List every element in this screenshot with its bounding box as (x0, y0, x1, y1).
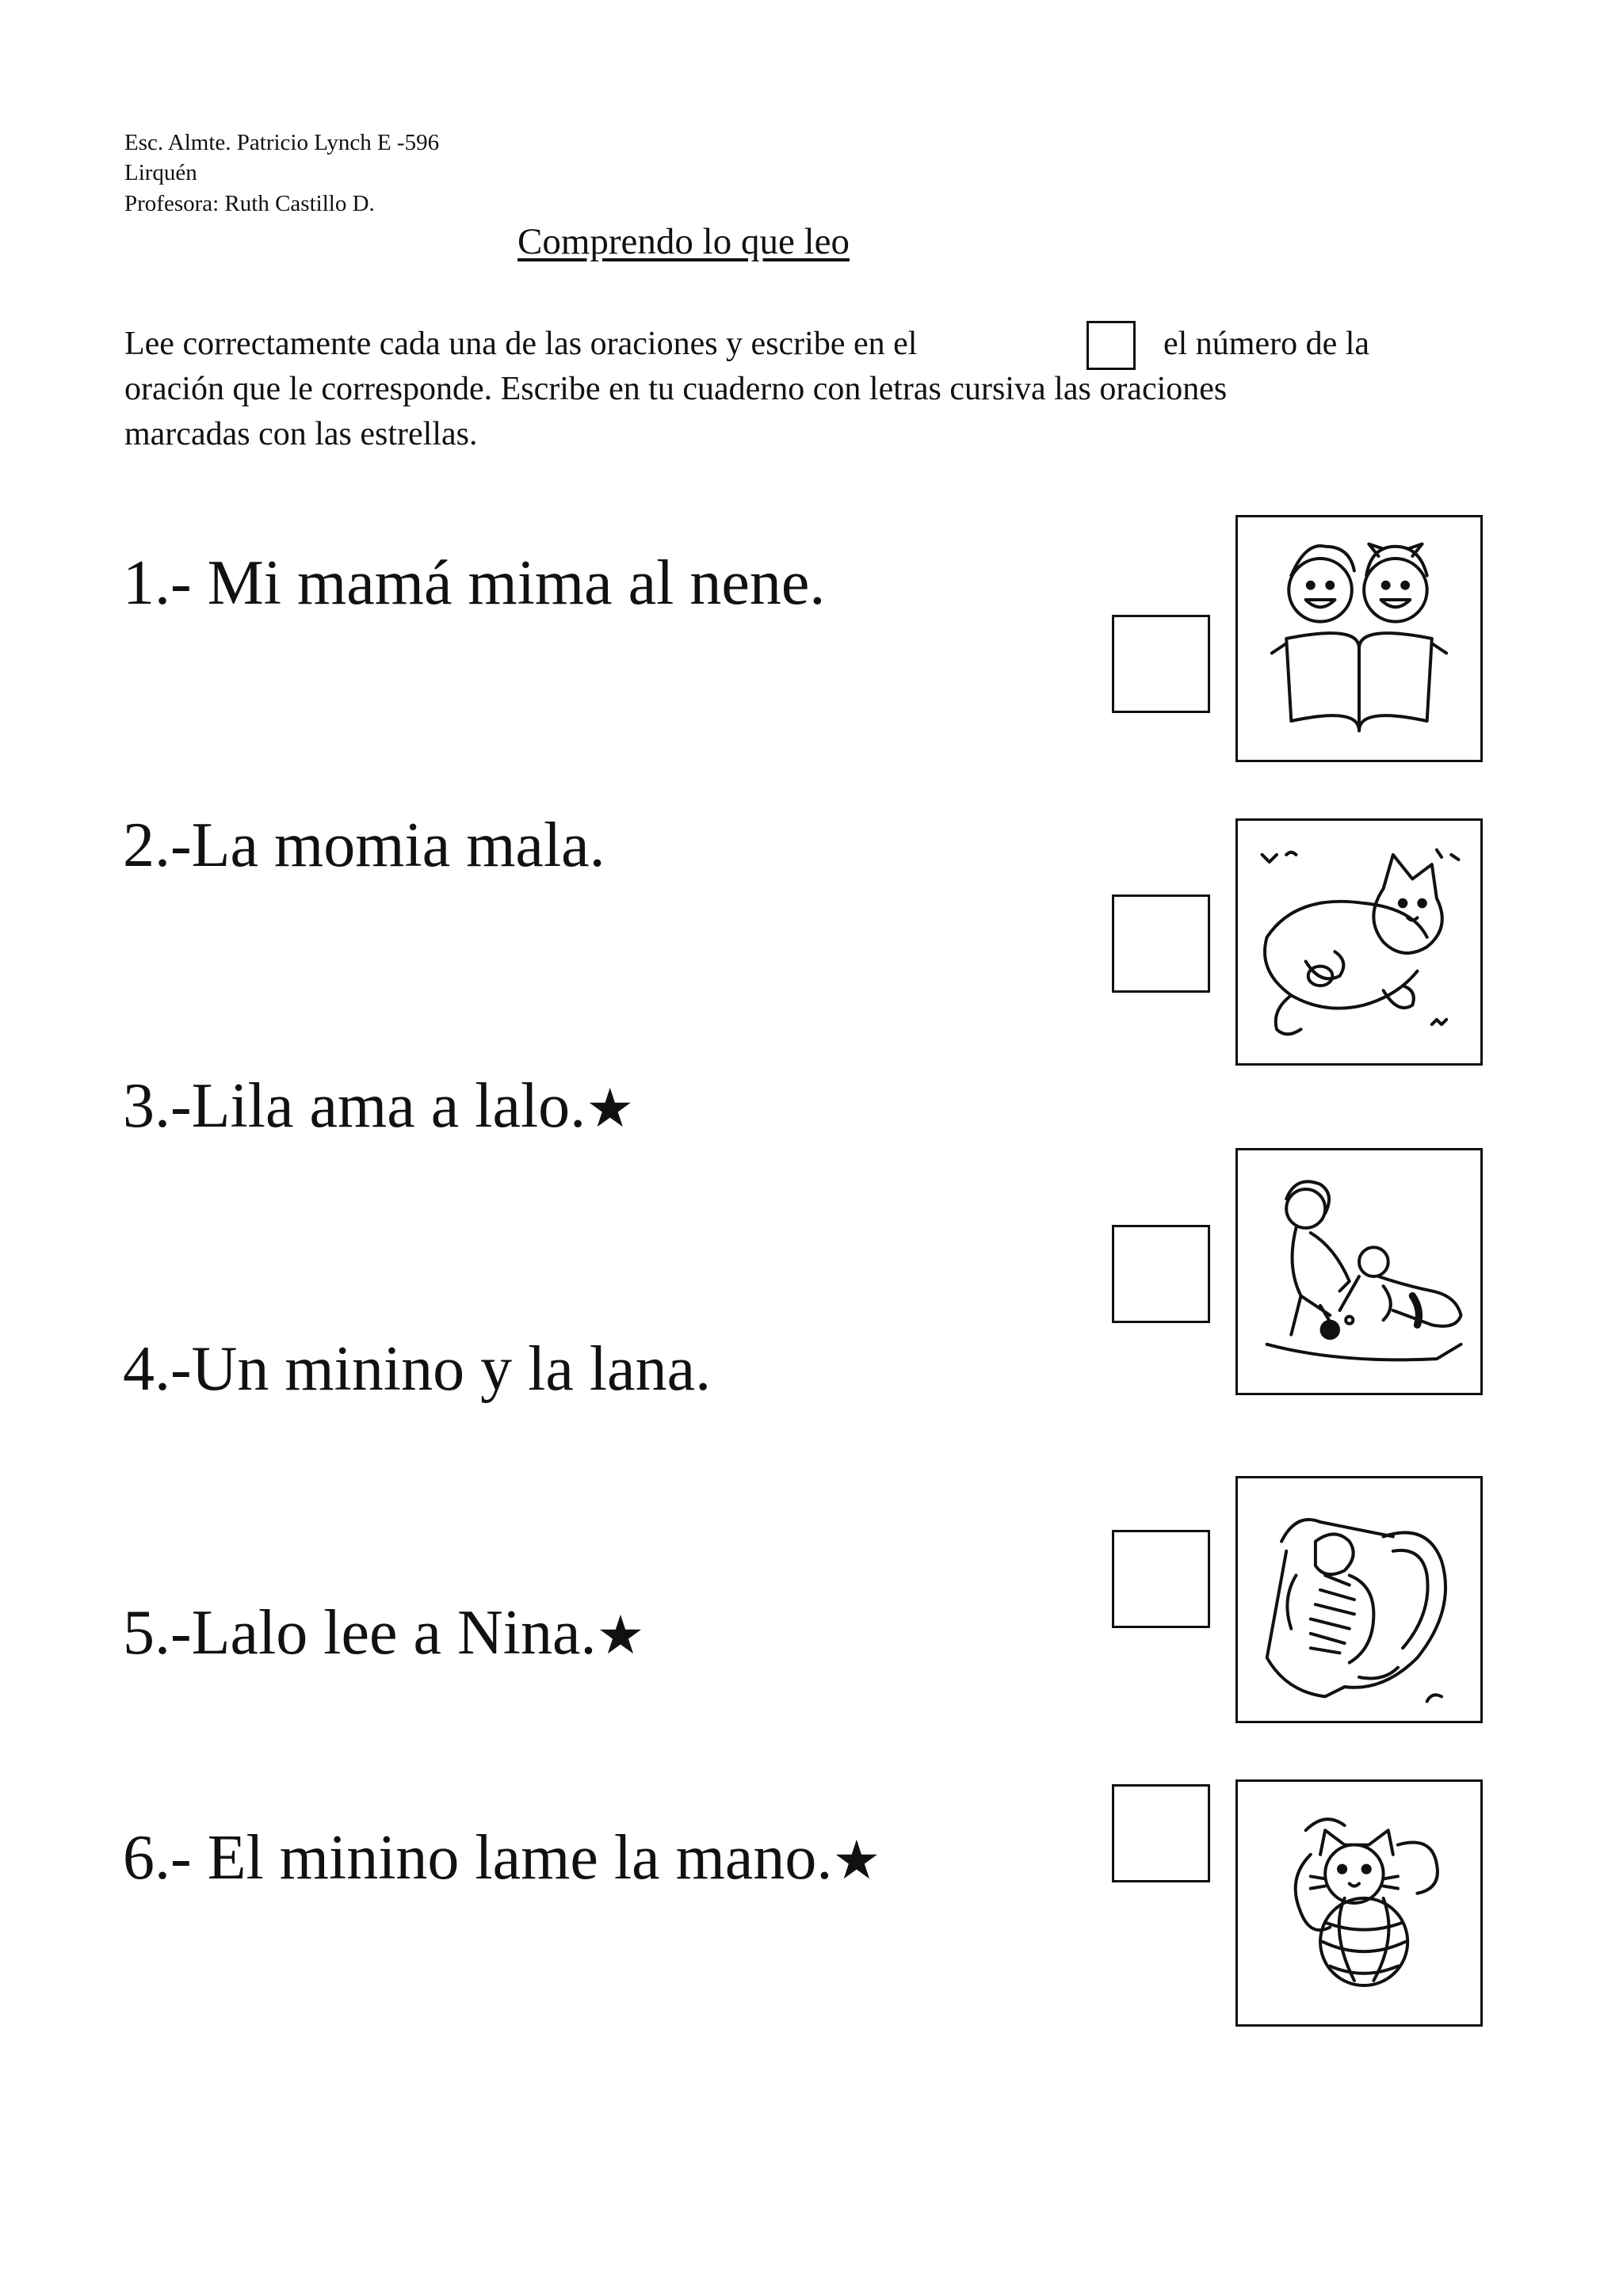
sentence-1 (123, 545, 825, 624)
teacher-name: Profesora: Ruth Castillo D. (124, 191, 375, 216)
instructions-line-1: Lee correctamente cada una de las oraciones y escribe en el (124, 326, 918, 362)
example-answer-box (1086, 321, 1136, 370)
sentence-text: 3.-Lila ama a lalo. (123, 1071, 586, 1141)
sentence-text: 2.-La momia mala. (123, 810, 605, 880)
star-icon: ★ (596, 1604, 645, 1667)
picture-frame-3 (1235, 1148, 1483, 1395)
instructions-line-3: marcadas con las estrellas. (124, 416, 478, 452)
sentence-text: 5.-Lalo lee a Nina. (123, 1598, 597, 1668)
worksheet-title: Comprendo lo que leo (517, 221, 850, 262)
sentence-4 (123, 1331, 711, 1410)
school-name: Esc. Almte. Patricio Lynch E -596 (124, 130, 440, 155)
children-reading-book-icon (1238, 517, 1480, 760)
kitten-with-yarn-ball-icon (1238, 1782, 1480, 2024)
sentence-2 (123, 807, 605, 887)
mother-and-child-playing-icon (1238, 1150, 1480, 1393)
picture-frame-1 (1235, 515, 1483, 762)
picture-frame-5 (1235, 1779, 1483, 2027)
cat-lying-icon (1238, 821, 1480, 1063)
star-icon: ★ (832, 1829, 881, 1892)
sentence-text: 4.-Un minino y la lana. (123, 1334, 712, 1404)
sentence-6 (123, 1820, 880, 1899)
sentence-5 (123, 1595, 644, 1674)
sentence-text: 1.- Mi mamá mima al nene. (123, 548, 826, 618)
answer-box-3[interactable] (1112, 1225, 1210, 1323)
picture-frame-2 (1235, 818, 1483, 1066)
sentence-text: 6.- El minino lame la mano. (123, 1823, 833, 1893)
answer-box-4[interactable] (1112, 1530, 1210, 1628)
instructions-line-1-end: el número de la (1163, 326, 1370, 362)
picture-frame-4 (1235, 1476, 1483, 1723)
instructions-line-2: oración que le corresponde. Escribe en tu cuaderno con letras cursiva las oraciones (124, 371, 1228, 407)
town-name: Lirquén (124, 160, 197, 185)
answer-box-1[interactable] (1112, 615, 1210, 713)
star-icon: ★ (586, 1077, 635, 1140)
answer-box-5[interactable] (1112, 1784, 1210, 1882)
mummy-in-sarcophagus-icon (1238, 1478, 1480, 1721)
answer-box-2[interactable] (1112, 894, 1210, 993)
sentence-3 (123, 1068, 634, 1147)
